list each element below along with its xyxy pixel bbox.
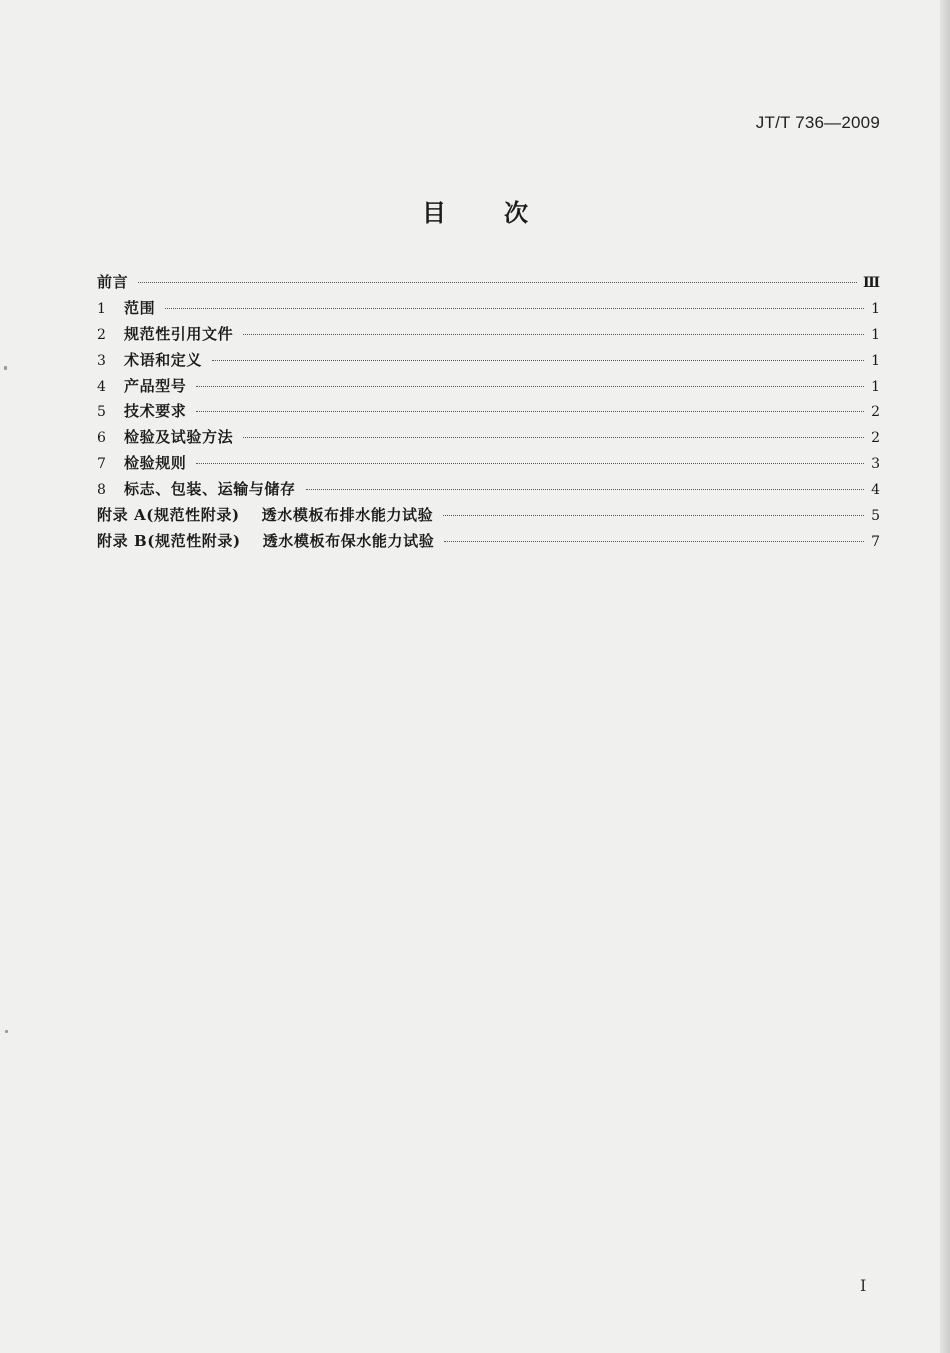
toc-entry-annex-b[interactable] [97, 530, 880, 556]
toc-entry-page: 2 [871, 404, 880, 421]
dot-leader [243, 437, 864, 438]
toc-title [0, 193, 950, 228]
toc-title-char-1: 目 [422, 198, 446, 227]
toc-entry-number: 7 [97, 456, 106, 473]
toc-entry-label: 术语和定义 [124, 350, 203, 369]
dot-leader [196, 463, 864, 464]
toc-entry-page: 7 [871, 533, 880, 550]
toc-entry-technical-requirements[interactable] [97, 400, 880, 426]
dot-leader [443, 515, 864, 516]
dot-leader [196, 411, 864, 412]
toc-entry-annex-a[interactable] [97, 504, 880, 530]
toc-entry-terms[interactable] [97, 349, 880, 375]
toc-entry-label: 技术要求 [124, 402, 187, 421]
toc-entry-page: 5 [871, 508, 880, 525]
toc-entry-page: 1 [871, 326, 880, 343]
toc-entry-inspection-rules[interactable] [97, 452, 880, 478]
toc-entry-label: 标志、包装、运输与储存 [124, 480, 296, 499]
toc-entry-label: 附录 B(规范性附录) [97, 531, 241, 550]
toc-entry-label: 产品型号 [124, 376, 187, 395]
page-number: I [860, 1276, 867, 1295]
toc-entry-test-methods[interactable] [97, 426, 880, 452]
toc-entry-label: 规范性引用文件 [124, 324, 234, 343]
dot-leader [444, 541, 864, 542]
toc-entry-normative-references[interactable] [97, 323, 880, 349]
toc-entry-page: 4 [871, 482, 880, 499]
toc-entry-number: 8 [97, 482, 106, 499]
toc-entry-number: 3 [97, 352, 106, 369]
toc-entry-label: 前言 [97, 273, 129, 291]
toc-entry-page: 1 [871, 300, 880, 317]
toc-entry-annex-title: 透水模板布保水能力试验 [262, 531, 435, 550]
scan-speck [4, 366, 7, 370]
dot-leader [196, 386, 864, 387]
toc-entry-preface[interactable] [97, 271, 880, 297]
toc-entry-page: 3 [871, 456, 880, 473]
toc-entry-scope[interactable] [97, 297, 880, 323]
toc-entry-label: 检验规则 [124, 454, 187, 473]
scan-speck [5, 1030, 8, 1033]
toc-entry-label: 检验及试验方法 [124, 428, 234, 447]
toc-entry-annex-title: 透水模板布排水能力试验 [261, 506, 434, 525]
toc-entry-label: 范围 [124, 298, 156, 317]
toc-entry-marking-packaging[interactable] [97, 478, 880, 504]
toc-entry-number: 4 [97, 378, 106, 395]
table-of-contents [97, 271, 880, 556]
dot-leader [306, 489, 864, 490]
toc-entry-page: 1 [871, 378, 880, 395]
dot-leader [243, 334, 864, 335]
toc-entry-number: 1 [97, 300, 106, 317]
dot-leader [212, 360, 864, 361]
standard-code: JT/T 736—2009 [755, 113, 880, 132]
toc-entry-page: Ⅲ [862, 275, 880, 291]
toc-entry-label: 附录 A(规范性附录) [97, 506, 240, 525]
toc-entry-page: 2 [871, 430, 880, 447]
toc-entry-product-model[interactable] [97, 375, 880, 401]
toc-entry-page: 1 [871, 352, 880, 369]
toc-entry-number: 2 [97, 326, 106, 343]
dot-leader [138, 282, 857, 283]
toc-entry-number: 5 [97, 404, 106, 421]
toc-entry-number: 6 [97, 430, 106, 447]
dot-leader [165, 308, 864, 309]
toc-title-char-2: 次 [504, 198, 528, 227]
